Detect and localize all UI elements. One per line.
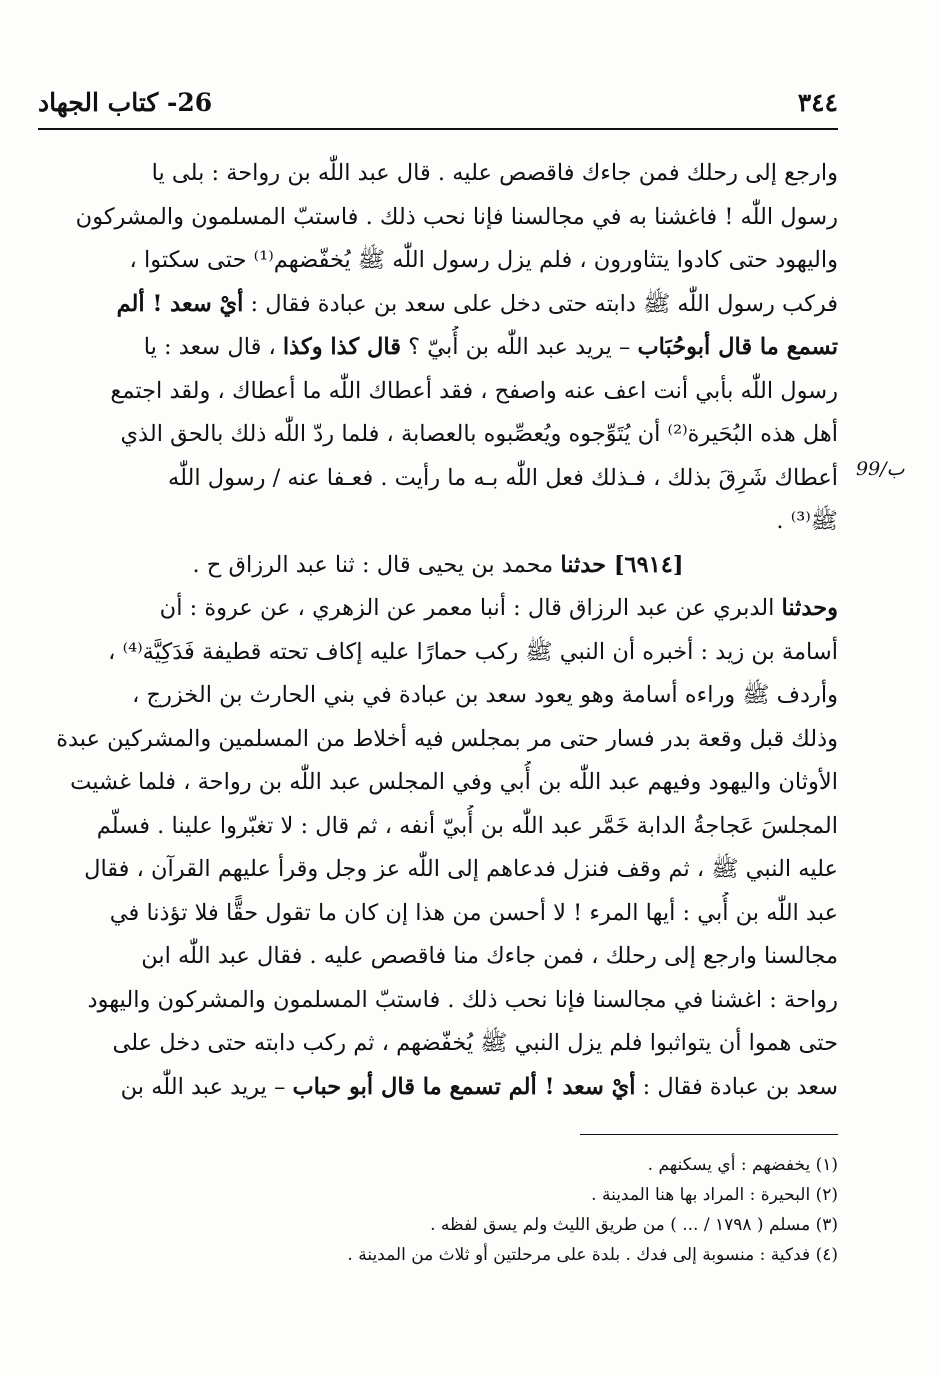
text-line <box>38 152 838 196</box>
footnotes <box>38 1150 838 1270</box>
page-header <box>38 84 838 120</box>
text-segment: عليه النبي ﷺ ، ثم وقف فنزل فدعاهم إلى اللّٰه عز وجل وقرأ عليهم القرآن ، فقال <box>84 856 838 882</box>
text-line <box>38 239 838 283</box>
header-rule <box>38 128 838 130</box>
text-line <box>38 370 838 414</box>
text-line <box>38 631 838 675</box>
text-segment: وارجع إلى رحلك فمن جاءك فاقصص عليه . قال عبد اللّٰه بن رواحة : بلى يا <box>151 160 838 186</box>
text-segment: عبد اللّٰه بن أُبي : أيها المرء ! لا أحسن من هذا إن كان ما تقول حقًّا فلا تؤذنا في <box>109 899 838 926</box>
text-segment: ، قال سعد : يا <box>143 334 283 360</box>
text-segment: أهل هذه البُحَيرة⁽²⁾ أن يُتَوِّجوه ويُعصِّبوه بالعصابة ، فلما ردّ اللّٰه ذلك بالحق الذي <box>120 421 838 447</box>
footnote-rule <box>580 1134 838 1135</box>
chapter-title: 26- كتاب الجهاد <box>38 87 213 117</box>
text-segment: مجالسنا وارجع إلى رحلك ، فمن جاءك منا فاقصص عليه . فقال عبد اللّٰه ابن <box>141 943 838 969</box>
bold-segment: أيْ سعد ! ألم <box>116 290 244 317</box>
text-line <box>38 196 838 240</box>
text-line <box>38 1022 838 1066</box>
text-line <box>38 413 838 457</box>
footnote: (٢) البحيرة : المراد بها هنا المدينة . <box>591 1185 838 1205</box>
text-segment: الدبري عن عبد الرزاق قال : أنبا معمر عن الزهري ، عن عروة : أن <box>159 595 782 621</box>
text-line <box>38 761 838 805</box>
text-line <box>38 1066 838 1110</box>
bold-segment: أيْ سعد ! ألم تسمع ما قال أبو حباب <box>292 1073 636 1100</box>
bold-segment: قال كذا وكذا <box>282 334 401 360</box>
footnote: (٤) فدكية : منسوبة إلى فدك . بلدة على مرحلتين أو ثلاث من المدينة . <box>347 1245 838 1265</box>
text-line <box>38 935 838 979</box>
text-segment: سعد بن عبادة فقال : <box>635 1073 838 1100</box>
text-line <box>38 457 838 501</box>
text-segment: الأوثان واليهود وفيهم عبد اللّٰه بن أُبي وفي المجلس عبد اللّٰه بن رواحة ، فلما غشيت <box>70 769 838 795</box>
text-segment: واليهود حتى كادوا يتثاورون ، فلم يزل رسول اللّٰه ﷺ يُخفّضهم⁽¹⁾ حتى سكتوا ، <box>129 247 838 273</box>
text-line <box>38 587 838 631</box>
footnote: (١) يخفضهم : أي يسكنهم . <box>647 1155 838 1175</box>
text-line <box>38 805 838 849</box>
text-line <box>38 718 838 762</box>
bold-segment: [٦٩١٤] حدثنا <box>560 551 684 578</box>
text-segment: – يريد عبد اللّٰه بن <box>120 1073 293 1100</box>
main-text <box>38 152 838 1109</box>
text-segment: رواحة : اغشنا في مجالسنا فإنا نحب ذلك . فاستبّ المسلمون والمشركون واليهود <box>87 986 838 1013</box>
text-line <box>38 979 838 1023</box>
text-segment: – يريد عبد اللّٰه بن أُبيّ ؟ <box>400 334 638 360</box>
text-line <box>38 500 838 544</box>
text-segment: أعطاك شَرِقَ بذلك ، فـذلك فعل اللّٰه بـه ما رأيت . فعـفا عنه / رسول اللّٰه <box>168 464 838 491</box>
text-segment: فركب رسول اللّٰه ﷺ دابته حتى دخل على سعد بن عبادة فقال : <box>243 290 838 317</box>
text-segment: حتى هموا أن يتواثبوا فلم يزل النبي ﷺ يُخفّضهم ، ثم ركب دابته حتى دخل على <box>112 1030 838 1056</box>
text-line <box>38 283 838 327</box>
text-segment: ﷺ⁽³⁾ . <box>776 508 838 534</box>
text-line <box>38 892 838 936</box>
text-segment: المجلسَ عَجاجةُ الدابة خَمَّر عبد اللّٰه بن أُبيّ أنفه ، ثم قال : لا تغبّروا علينا . فسلّم <box>96 812 838 839</box>
text-line <box>38 544 838 588</box>
bold-segment: وحدثنا <box>781 595 838 621</box>
bold-segment: تسمع ما قال أبوحُبَاب <box>637 334 838 360</box>
text-segment: رسول اللّٰه ! فاغشنا به في مجالسنا فإنا نحب ذلك . فاستبّ المسلمون والمشركون <box>75 203 838 230</box>
page-number: ٣٤٤ <box>797 87 838 117</box>
manuscript-folio-note: 99/ب <box>856 458 905 480</box>
text-line <box>38 674 838 718</box>
text-segment: وأردف ﷺ وراءه أسامة وهو يعود سعد بن عبادة في بني الحارث بن الخزرج ، <box>132 682 838 708</box>
text-segment: وذلك قبل وقعة بدر فسار حتى مر بمجلس فيه أخلاط من المسلمين والمشركين عبدة <box>56 725 838 752</box>
text-segment: محمد بن يحيى قال : ثنا عبد الرزاق ح . <box>192 551 561 578</box>
text-line <box>38 326 838 370</box>
text-segment: رسول اللّٰه بأبي أنت اعف عنه واصفح ، فقد أعطاك اللّٰه ما أعطاك ، ولقد اجتمع <box>110 377 838 404</box>
text-segment: أسامة بن زيد : أخبره أن النبي ﷺ ركب حمارًا عليه إكاف تحته قطيفة فَدَكِيَّة⁽⁴⁾ ، <box>108 638 838 665</box>
footnote: (٣) مسلم ( ١٧٩٨ / ... ) من طريق الليث ولم يسق لفظه . <box>430 1215 838 1235</box>
text-line <box>38 848 838 892</box>
